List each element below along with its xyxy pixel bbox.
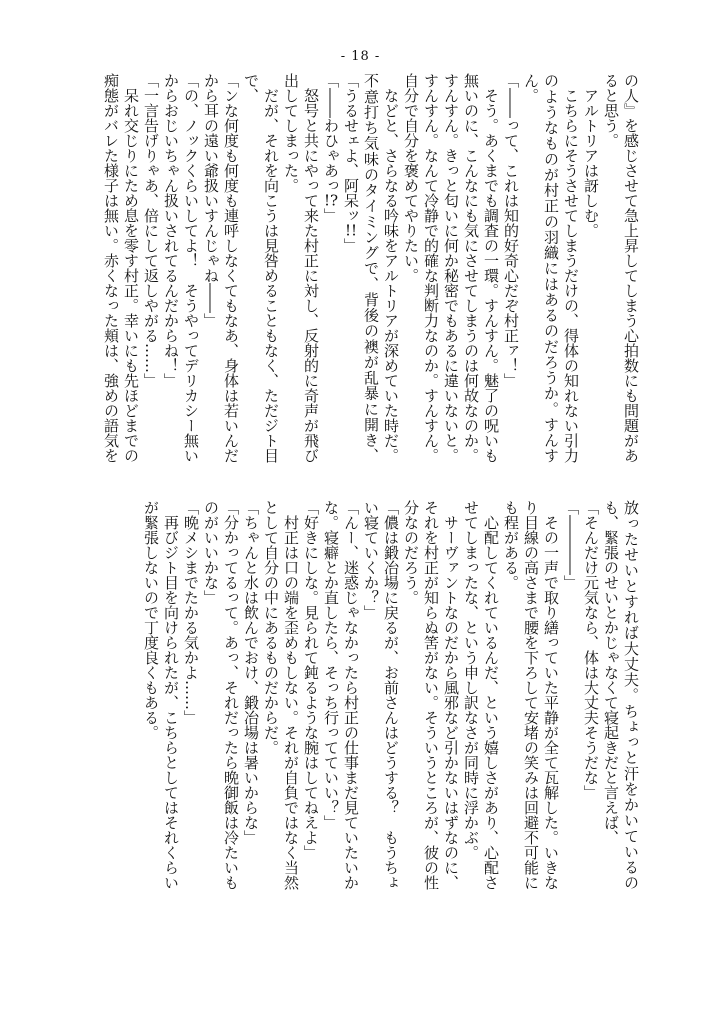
text-line: な。寝癖とか直したら、そっち行ってていい？」 — [322, 500, 340, 830]
upper-text-block — [101, 73, 641, 463]
text-line: のがいいかな」 — [202, 500, 220, 605]
text-line: 分なのだろう。 — [402, 500, 420, 605]
text-line: ん。 — [522, 73, 540, 103]
text-line: そう。あくまでも調査の一環。すんすん。魅了の呪いも — [482, 73, 500, 463]
text-line: 「うるせェよ、阿呆ッ!!」 — [342, 73, 360, 253]
text-line: せてしまったな、という申し訳なさが同時に浮かぶ。 — [462, 500, 480, 860]
text-line: り目線の高さまで腰を下ろして安堵の笑みは回避不可能に — [522, 500, 540, 890]
lower-text-block — [141, 500, 641, 890]
text-line: 出してしまった。 — [282, 73, 300, 193]
text-line: 自分で自分を褒めてやりたい。 — [402, 73, 420, 283]
text-line: サーヴァントなのだから風邪など引かないはずなのに、 — [442, 500, 460, 890]
text-line: 「儂は鍛冶場に戻るが、お前さんはどうする？ もうちょ — [382, 500, 400, 890]
text-line: すんすん。なんて冷静で的確な判断力なのか。すんすん。 — [422, 73, 440, 463]
text-line: 「好きにしな。見られて鈍るような腕はしてねえよ」 — [302, 500, 320, 860]
text-line: で、 — [242, 73, 260, 103]
text-line: 「ンな何度も何度も連呼しなくてもなあ、身体は若いんだ — [222, 73, 240, 463]
text-line: 無いのに、こんなにも気にさせてしまうのは何故なのか。 — [462, 73, 480, 463]
text-line: 痴態がバレた様子は無い。赤くなった頬は、強めの語気を — [102, 73, 120, 463]
text-line: い寝ていくか？」 — [362, 500, 380, 620]
text-line: も、緊張のせいとかじゃなくて寝起きだと言えば、 — [602, 500, 620, 845]
text-line: のようなものが村正の羽織にはあるのだろうか。すんす — [542, 73, 560, 463]
text-line: それを村正が知らぬ筈がない。そういうところが、彼の性 — [422, 500, 440, 890]
text-line: 呆れ交じりにため息を零す村正。幸いにも先ほどまでの — [122, 73, 140, 463]
text-line: から耳の遠い爺扱いすんじゃね――」 — [202, 73, 220, 328]
text-line: も程がある。 — [502, 500, 520, 590]
text-line: すんすん。きっと匂いに何か秘密でもあるに違いないと。 — [442, 73, 460, 463]
text-line: などと、さらなる吟味をアルトリアが深めていた時だ。 — [382, 73, 400, 463]
text-line: 「んー、迷惑じゃなかったら村正の仕事まだ見ていたいか — [342, 500, 360, 890]
text-line: からおじいちゃん扱いされてるんだからね！」 — [162, 73, 180, 388]
text-line: 心配してくれているんだ、という嬉しさがあり、心配さ — [482, 500, 500, 890]
text-line: ると思う。 — [602, 73, 620, 148]
text-line: 怒号と共にやって来た村正に対し、反射的に奇声が飛び — [302, 73, 320, 463]
tate-chu-yoko: !! — [344, 223, 358, 238]
text-line: だが、それを向こうは見咎めることもなく、ただジト目 — [262, 73, 280, 463]
text-line: 不意打ち気味のタイミングで、背後の襖が乱暴に開き、 — [362, 73, 380, 463]
text-line: 「の、ノックくらいしてよ！ そうやってデリカシー無い — [182, 73, 200, 463]
text-line: 再びジト目を向けられたが、こちらとしてはそれくらい — [162, 500, 180, 890]
text-line: 「一言告げりゃあ、倍にして返しやがる……」 — [142, 73, 160, 388]
text-line: その一声で取り繕っていた平静が全て瓦解した。いきな — [542, 500, 560, 890]
text-line: 「分かってるって。あっ、それだったら晩御飯は冷たいも — [222, 500, 240, 890]
text-line: 「晩メシまでたかる気かよ……」 — [182, 500, 200, 725]
text-line: こちらにそうさせてしまうだけの、得体の知れない引力 — [562, 73, 580, 463]
text-line: の人』を感じさせて急上昇してしまう心拍数にも問題があ — [622, 73, 640, 463]
text-line: アルトリアは訝しむ。 — [582, 73, 600, 238]
text-line: 放ったせいとすれば大丈夫。ちょっと汗をかいているの — [622, 500, 640, 890]
tate-chu-yoko: !? — [323, 193, 339, 208]
text-line: 村正は口の端を歪めもしない。それが自負ではなく当然 — [282, 500, 300, 890]
text-line: が緊張しないので丁度良くもある。 — [142, 500, 160, 740]
text-line: として自分の中にあるものだからだ。 — [262, 500, 280, 755]
text-line: 「――って、これは知的好奇心だぞ村正ァ！」 — [502, 73, 520, 388]
text-line: 「ちゃんと水は飲んでおけ、鍛冶場は暑いからな」 — [242, 500, 260, 845]
text-line: 「そんだけ元気なら、体は大丈夫そうだな」 — [582, 500, 600, 800]
text-line: 「――――」 — [562, 500, 580, 590]
text-line: 「――わひゃあっ!?」 — [322, 73, 340, 223]
page-number: - 18 - — [340, 49, 381, 64]
